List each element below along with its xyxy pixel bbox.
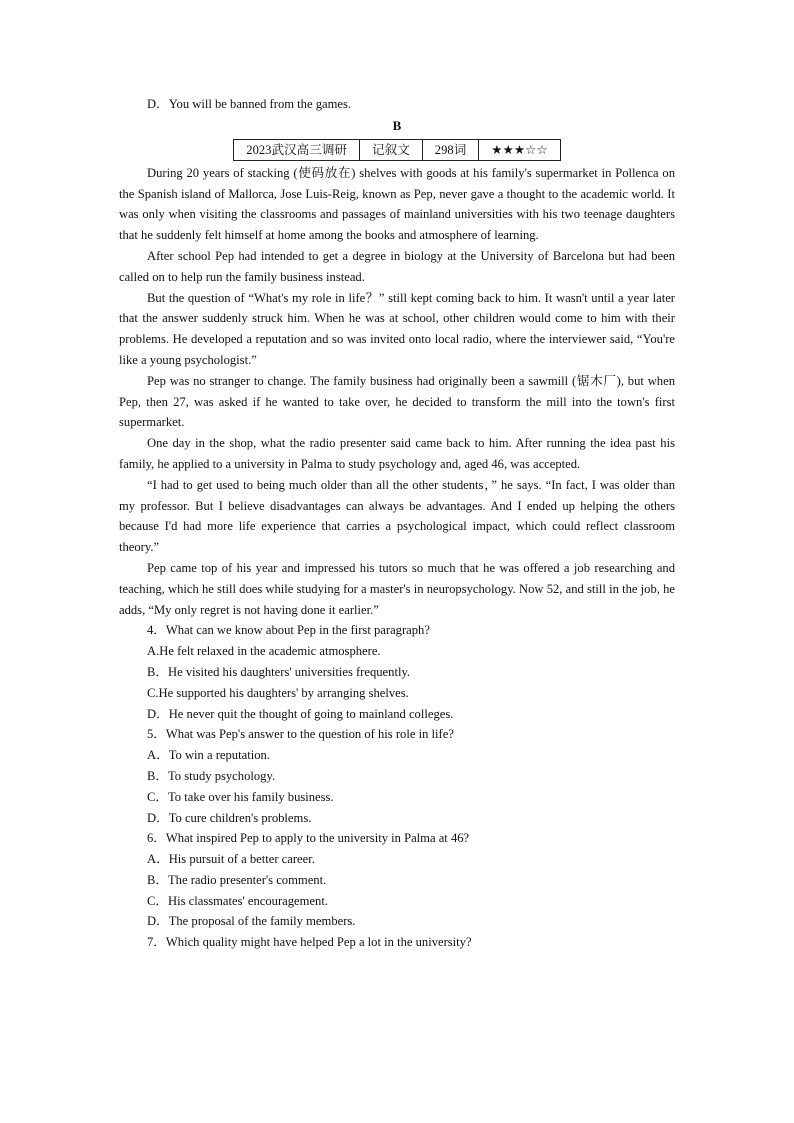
info-genre: 记叙文 [360, 139, 423, 160]
passage-info-table [233, 139, 560, 161]
answer-option: D．The proposal of the family members. [147, 914, 356, 929]
passage-paragraph: Pep came top of his year and impressed his tutors so much that he was offered a job researching and teaching, which he still does while studying for a master's in neuropsychology. Now 52, and still in the job, he adds, “My only regret is not having done it earlier.” [119, 560, 675, 617]
answer-option: C．To take over his family business. [147, 789, 334, 804]
passage-paragraph: “I had to get used to being much older than all the other students，” he says. “In fact, I was older than my professor. But I believe disadvantages can always be advantages. And I ended up helping the others because I'd had more life experience that carries a psychological impact, which could reflect classroom theory.” [119, 477, 675, 555]
answer-option: A．His pursuit of a better career. [147, 852, 315, 867]
question-stem: 7．Which quality might have helped Pep a lot in the university? [147, 935, 472, 950]
passage-paragraph: During 20 years of stacking (使码放在) shelves with goods at his family's supermarket in Pollenca on the Spanish island of Mallorca, Jose Luis-Reig, known as Pep, never gave a thought to the academic world. It was only when visiting the classrooms and passages of mainland universities with his two teenage daughters that he suddenly felt himself at home among the books and atmosphere of learning. [119, 165, 675, 243]
passage [119, 163, 675, 621]
answer-option: C.He supported his daughters' by arranging shelves. [147, 685, 409, 700]
document-page [119, 94, 675, 953]
info-difficulty-rating: ★★★☆☆ [479, 139, 560, 160]
question-stem: 5．What was Pep's answer to the question of his role in life? [147, 727, 454, 742]
answer-option: B．To study psychology. [147, 768, 276, 783]
answer-option: A.He felt relaxed in the academic atmosphere. [147, 644, 381, 659]
info-word-count: 298词 [422, 139, 478, 160]
answer-option: B．The radio presenter's comment. [147, 872, 327, 887]
previous-question-option: D．You will be banned from the games. [147, 97, 352, 111]
answer-option: C．His classmates' encouragement. [147, 893, 328, 908]
section-heading: B [392, 117, 402, 133]
passage-paragraph: One day in the shop, what the radio presenter said came back to him. After running the idea past his family, he applied to a university in Palma to study psychology and, aged 46, was accepted. [119, 436, 675, 471]
passage-paragraph: Pep was no stranger to change. The family business had originally been a sawmill (锯木厂), but when Pep, then 27, was asked if he wanted to take over, he decided to transform the mill into the town's first supermarket. [119, 373, 675, 430]
question-stem: 4．What can we know about Pep in the first paragraph? [147, 623, 430, 638]
info-source: 2023武汉高三调研 [234, 139, 360, 160]
answer-option: A．To win a reputation. [147, 748, 270, 763]
answer-option: D．He never quit the thought of going to mainland colleges. [147, 706, 454, 721]
answer-option: D．To cure children's problems. [147, 810, 312, 825]
passage-paragraph: After school Pep had intended to get a degree in biology at the University of Barcelona but had been called on to help run the family business instead. [119, 248, 675, 284]
answer-option: B．He visited his daughters' universities frequently. [147, 664, 411, 679]
question-stem: 6．What inspired Pep to apply to the university in Palma at 46? [147, 831, 470, 846]
questions [119, 620, 675, 953]
passage-paragraph: But the question of “What's my role in life？” still kept coming back to him. It wasn't until a year later that the answer suddenly struck him. When he was at school, other children would come to him with their problems. He developed a reputation and so was invited onto local radio, where the interviewer said, “You're like a young psychologist.” [119, 290, 675, 367]
